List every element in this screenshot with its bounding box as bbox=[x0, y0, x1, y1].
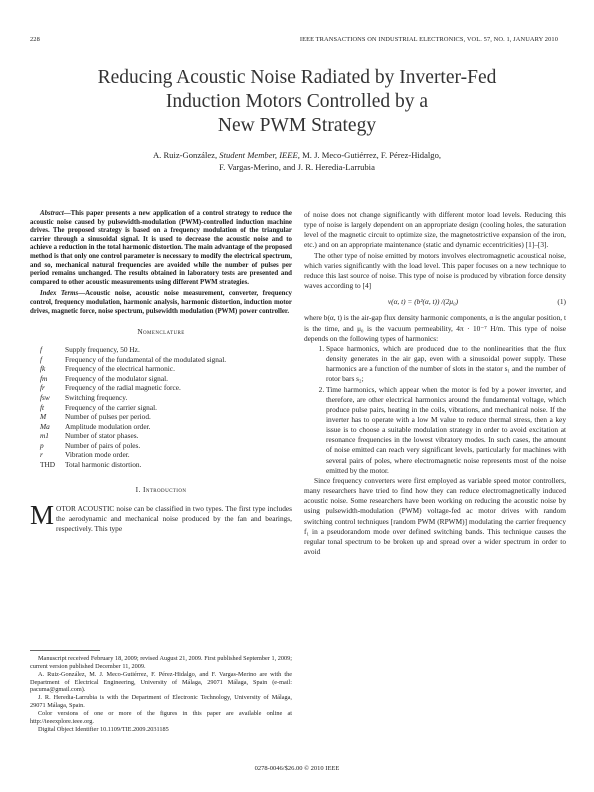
nomenclature-definition: Frequency of the radial magnetic force. bbox=[65, 383, 181, 393]
nomenclature-definition: Amplitude modulation order. bbox=[65, 421, 151, 431]
nomenclature-symbol: fsw bbox=[40, 393, 50, 403]
right-paragraph-3: where b(α, t) is the air-gap flux density harmonic components, α is the angular position, t is the time, and μ₀ is the vacuum permeability, 4π · 10⁻⁷ H/m. This type of noise depends on the following types of harmonics: bbox=[304, 313, 566, 343]
nomenclature-item bbox=[30, 441, 292, 451]
harmonics-list bbox=[304, 344, 566, 476]
nomenclature-item bbox=[30, 383, 292, 393]
author-line-2: F. Vargas-Merino, and J. R. Heredia-Larrubia bbox=[219, 162, 375, 172]
nomenclature-definition: Frequency of the electrical harmonic. bbox=[65, 364, 175, 374]
intro-small-caps: OTOR ACOUSTIC bbox=[56, 503, 115, 513]
abstract-text: —This paper presents a new application of a control strategy to reduce the acoustic noise caused by pulsewidth-modulation (PWM)-controlled induction machine drives. The proposed strategy is based on a frequency modulation of the triangular carrier through a sinusoidal signal. It is used to decrease the acoustic noise and to achieve a reduction in the total harmonic distortion. The main advantage of the proposed method is that only one control parameter is necessary to modify the electrical spectrum, and so, mechanical natural frequencies are avoided while the number of pulses per period remains unchanged. The results obtained in laboratory tests are presented and compared to other acoustic measurements using different PWM strategies. bbox=[30, 210, 292, 286]
nomenclature-symbol: f bbox=[40, 354, 43, 364]
nomenclature-symbol: f bbox=[40, 345, 43, 355]
intro-text: noise can be classified in two types. The first type includes the aerodynamic and mechanical noise produced by the fan and bearings, respectively. This type bbox=[56, 503, 292, 533]
nomenclature-symbol: M bbox=[40, 412, 47, 422]
nomenclature-item bbox=[30, 412, 292, 422]
footnote-affiliation-1: A. Ruiz-González, M. J. Meco-Gutiérrez, F. Pérez-Hidalgo, and F. Vargas-Merino are with the Department of Electrical Engineering, University of Málaga, 29071 Málaga, Spain (e-mail: pacuma@gmail.com). bbox=[30, 670, 292, 694]
introduction-heading: I. Introduction bbox=[135, 485, 187, 495]
author-line-1 bbox=[40, 149, 554, 161]
author-first: A. Ruiz-González, bbox=[152, 150, 218, 160]
nomenclature-item bbox=[30, 431, 292, 441]
right-column bbox=[304, 210, 566, 557]
nomenclature-symbol: fk bbox=[40, 364, 46, 374]
nomenclature-definition: Number of stator phases. bbox=[65, 431, 139, 441]
index-terms-lead: Index Terms bbox=[40, 290, 79, 298]
title-line-2: Induction Motors Controlled by a bbox=[165, 91, 429, 112]
nomenclature-item bbox=[30, 345, 292, 355]
nomenclature-definition: Number of pulses per period. bbox=[65, 412, 151, 422]
footnote bbox=[30, 655, 292, 733]
right-paragraph-1: of noise does not change significantly with different motor load levels. Reducing this type of noise is largely dependent on an appropriate design (cooling holes, the saturation level of the magnetic circuit to optimize size, the magnetostrictive expansion of the iron, etc.) and on an appropriate maintenance (static and dynamic eccentricities) [1]–[3]. bbox=[304, 210, 566, 250]
nomenclature-heading: Nomenclature bbox=[137, 327, 185, 337]
nomenclature-symbol: r bbox=[40, 450, 43, 460]
nomenclature-symbol: fr bbox=[40, 383, 45, 393]
nomenclature-definition: Frequency of the carrier signal. bbox=[65, 402, 157, 412]
nomenclature-item bbox=[30, 450, 292, 460]
left-column bbox=[30, 210, 292, 534]
nomenclature-item bbox=[30, 393, 292, 403]
nomenclature-item bbox=[30, 422, 292, 432]
nomenclature-symbol: fm bbox=[40, 373, 48, 383]
journal-header: IEEE TRANSACTIONS ON INDUSTRIAL ELECTRONICS, VOL. 57, NO. 1, JANUARY 2010 bbox=[299, 36, 558, 43]
nomenclature-list bbox=[30, 345, 292, 469]
nomenclature-item bbox=[30, 364, 292, 374]
nomenclature-item bbox=[30, 460, 292, 470]
author-list bbox=[40, 149, 554, 173]
author-first-role: Student Member, IEEE, bbox=[219, 150, 300, 160]
list-item: 2. Time harmonics, which appear when the motor is fed by a power inverter, and therefore, are other electrical harmonics around the fundamental voltage, which produce pulse pairs, heating in the coils, vibrations, and mechanical noise. If the inverter has to operate with a low M value to reduce thermal stress, then a key issue is to choose a suitable modulation strategy in order to avoid excitation at resonance frequencies in the lowest vibratory modes. In such cases, the amount of noise emitted can reach very significant levels, particularly for machines with several pairs of poles, where electromagnetic noise represents most of the noise emitted by the motor. bbox=[326, 385, 566, 476]
nomenclature-symbol: THD bbox=[40, 459, 56, 469]
nomenclature-symbol: Ma bbox=[40, 421, 50, 431]
footnote-received: Manuscript received February 18, 2009; revised August 21, 2009. First published September 1, 2009; current version published December 11, 2009. bbox=[30, 655, 292, 670]
introduction-paragraph bbox=[30, 499, 292, 534]
footnote-rule bbox=[30, 650, 100, 651]
nomenclature-symbol: ft bbox=[40, 402, 45, 412]
nomenclature-definition: Frequency of the fundamental of the modulated signal. bbox=[65, 354, 227, 364]
right-paragraph-2: The other type of noise emitted by motors involves electromagnetic acoustical noise, which varies significantly with the load level. This paper focuses on a new technique to reduce this last source of noise. This type of noise is produced by vibration force density waves according to [4] bbox=[304, 250, 566, 291]
nomenclature-symbol: m1 bbox=[40, 431, 49, 441]
nomenclature-item bbox=[30, 374, 292, 384]
right-paragraph-4: Since frequency converters were first employed as variable speed motor controllers, many researchers have tried to find how they can reduce electromagnetically induced acoustic noise. Some researchers have been working on reducing the acoustic noise by using pulsewidth-modulation (PWM) voltage-fed ac motor drives with random switching control techniques [random PWM (RPWM)] modulating the carrier frequency f₁ in a pseudorandom mode over defined switching bands. This technique causes the regular tonal spectrum to be broken up and spread over a wider spectrum in order to avoid bbox=[304, 475, 566, 556]
nomenclature-item bbox=[30, 403, 292, 413]
drop-cap: M bbox=[30, 499, 55, 530]
title-line-3: New PWM Strategy bbox=[217, 115, 377, 136]
equation-expression: v(α, t) = (b²(α, t)) /(2μ₀) bbox=[387, 297, 459, 307]
footnote-affiliation-2: J. R. Heredia-Larrubia is with the Department of Electronic Technology, University of Málaga, 29071 Málaga, Spain. bbox=[30, 694, 292, 710]
equation-1 bbox=[304, 297, 566, 307]
copyright-footer: 0278-0046/$26.00 © 2010 IEEE bbox=[254, 765, 340, 772]
paper-title bbox=[30, 66, 564, 138]
title-line-1: Reducing Acoustic Noise Radiated by Inverter-Fed bbox=[97, 67, 497, 88]
author-rest: M. J. Meco-Gutiérrez, F. Pérez-Hidalgo, bbox=[302, 150, 442, 160]
nomenclature-definition: Switching frequency. bbox=[65, 393, 128, 403]
equation-number: (1) bbox=[557, 297, 566, 307]
nomenclature-definition: Frequency of the modulator signal. bbox=[65, 373, 168, 383]
nomenclature-item bbox=[30, 355, 292, 365]
nomenclature-definition: Total harmonic distortion. bbox=[65, 459, 142, 469]
abstract bbox=[30, 210, 292, 287]
footnote-color-note: Color versions of one or more of the figures in this paper are available online at http://ieeexplore.ieee.org. bbox=[30, 709, 292, 725]
nomenclature-definition: Supply frequency, 50 Hz. bbox=[65, 345, 140, 355]
list-item: 1. Space harmonics, which are produced due to the nonlinearities that the flux density generates in the air gap, even with a sinusoidal power supply. These harmonics are a function of the number of slots in the stator s₁ and the number of rotor bars s₂; bbox=[326, 344, 566, 385]
index-terms-text: —Acoustic noise, acoustic noise measurement, converter, frequency control, frequency modulation, harmonic analysis, harmonic distortion, induction motor drives, magnetic force, noise spectrum, pulsewidth modulation (PWM) power controller. bbox=[30, 290, 292, 315]
index-terms bbox=[30, 290, 292, 316]
nomenclature-definition: Vibration mode order. bbox=[65, 450, 130, 460]
page-number: 228 bbox=[30, 36, 40, 43]
nomenclature-symbol: p bbox=[40, 440, 44, 450]
nomenclature-definition: Number of pairs of poles. bbox=[65, 440, 141, 450]
abstract-lead: Abstract bbox=[40, 210, 64, 217]
footnote-doi: Digital Object Identifier 10.1109/TIE.2009.2031185 bbox=[38, 725, 169, 733]
